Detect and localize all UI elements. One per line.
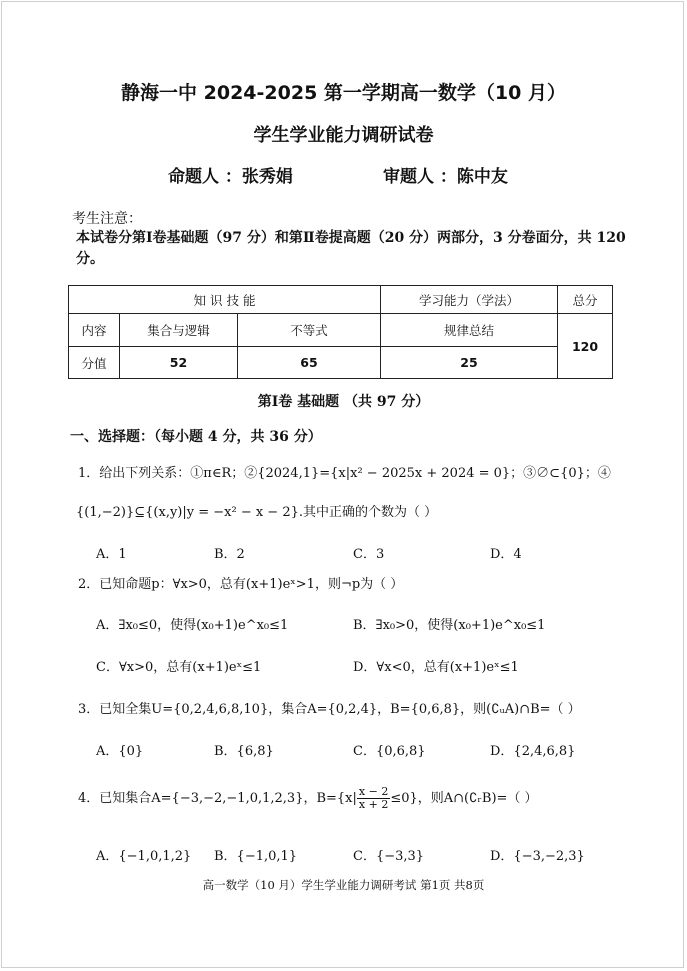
notice-text: 本试卷分第Ⅰ卷基础题（97 分）和第Ⅱ卷提高题（20 分）两部分，3 分卷面分，共 120 分。 xyxy=(76,230,626,267)
q2-option-a: A．∃x₀≤0，使得(x₀+1)e^x₀≤1 xyxy=(96,618,289,633)
total-score: 120 xyxy=(558,314,613,379)
knowledge-header: 知 识 技 能 xyxy=(69,286,381,314)
col1-name: 集合与逻辑 xyxy=(120,314,238,347)
col3-name: 规律总结 xyxy=(381,314,558,347)
section-title: 第Ⅰ卷 基础题 （共 97 分） xyxy=(257,394,430,410)
score-table xyxy=(68,285,613,379)
q3-option-c: C．{0,6,8} xyxy=(353,744,426,759)
question-2-stem: 2．已知命题p：∀x>0，总有(x+1)eˣ>1，则¬p为（ ） xyxy=(78,577,404,592)
part-title: 一、选择题：（每小题 4 分，共 36 分） xyxy=(70,429,322,445)
q1-option-b: B．2 xyxy=(214,547,245,562)
q2-option-b: B．∃x₀>0，使得(x₀+1)e^x₀≤1 xyxy=(353,618,546,633)
col2-name: 不等式 xyxy=(238,314,381,347)
score-label: 分值 xyxy=(69,347,120,379)
exam-subtitle: 学生学业能力调研试卷 xyxy=(253,125,434,146)
question-1-line-1: 1．给出下列关系：①π∈R；②{2024,1}={x|x² − 2025x + 2024 = 0}；③∅⊂{0}；④ xyxy=(78,466,611,481)
content-label: 内容 xyxy=(69,314,120,347)
q3-option-b: B．{6,8} xyxy=(214,744,274,759)
q3-option-a: A．{0} xyxy=(96,744,144,759)
q1-option-c: C．3 xyxy=(353,547,385,562)
col1-score: 52 xyxy=(120,347,238,379)
q4-option-a: A．{−1,0,1,2} xyxy=(96,849,192,864)
q4-fraction xyxy=(357,786,390,811)
q4-fraction-denominator: x + 2 xyxy=(358,798,389,811)
total-header: 总分 xyxy=(558,286,613,314)
question-1-line-2: {(1,−2)}⊆{(x,y)|y = −x² − x − 2}.其中正确的个数为（ ） xyxy=(76,505,438,520)
q4-option-c: C．{−3,3} xyxy=(353,849,425,864)
author-line: 命题人 ：张秀娟 xyxy=(168,167,293,187)
question-3-stem: 3．已知全集U={0,2,4,6,8,10}，集合A={0,2,4}，B={0,6,8}，则(∁ᵤA)∩B=（ ） xyxy=(78,702,581,717)
q4-fraction-numerator: x − 2 xyxy=(358,785,389,798)
q2-option-c: C．∀x>0，总有(x+1)eˣ≤1 xyxy=(96,660,262,675)
col2-score: 65 xyxy=(238,347,381,379)
q3-option-d: D．{2,4,6,8} xyxy=(490,744,576,759)
q4-stem-part-1: 4．已知集合A={−3,−2,−1,0,1,2,3}，B={x| xyxy=(78,791,357,806)
q4-stem-part-2: ≤0}，则A∩(∁ᵣB)=（ ） xyxy=(390,791,538,806)
q1-option-d: D．4 xyxy=(490,547,522,562)
q2-option-d: D．∀x<0，总有(x+1)eˣ≤1 xyxy=(353,660,519,675)
col3-score: 25 xyxy=(381,347,558,379)
reviewer-line: 审题人 ：陈中友 xyxy=(383,167,508,187)
exam-title: 静海一中 2024-2025 第一学期高一数学（10 月） xyxy=(121,82,566,104)
question-4-stem xyxy=(78,786,538,811)
page-footer: 高一数学（10 月）学生学业能力调研考试 第1页 共8页 xyxy=(202,878,485,892)
q4-option-d: D．{−3,−2,3} xyxy=(490,849,585,864)
notice-label: 考生注意： xyxy=(72,211,142,227)
q4-option-b: B．{−1,0,1} xyxy=(214,849,298,864)
q1-option-a: A．1 xyxy=(96,547,127,562)
learning-header: 学习能力（学法） xyxy=(381,286,558,314)
